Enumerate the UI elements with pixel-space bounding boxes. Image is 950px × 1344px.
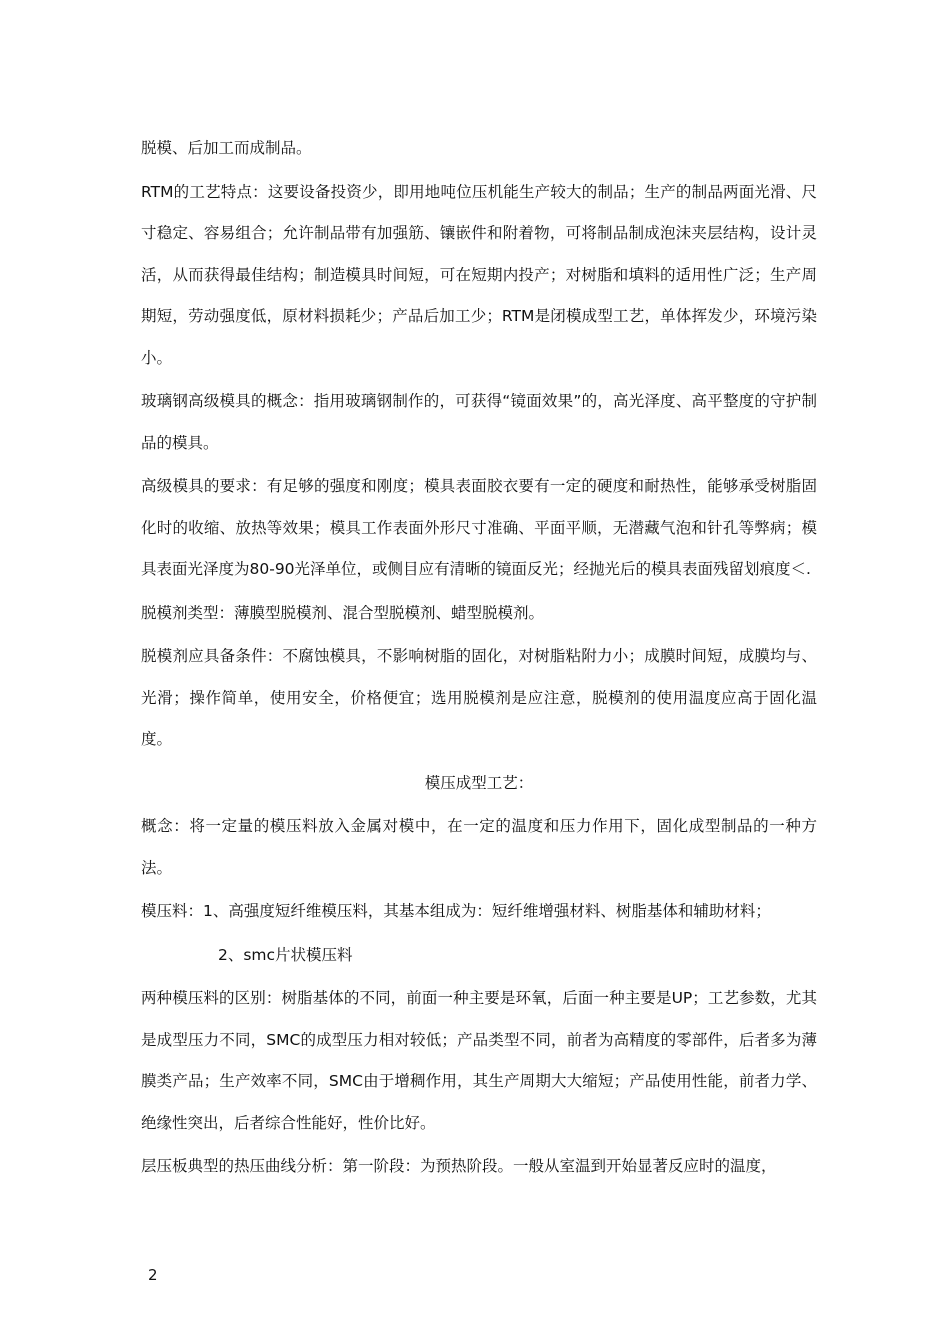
section-heading: 模压成型工艺： [424,773,534,792]
paragraph-mold-concept: 玻璃钢高级模具的概念：指用玻璃钢制作的，可获得“镜面效果”的，高光泽度、高平整度的守护制品的模具。 [141,392,817,452]
paragraph-compound-type-2: 2、smc片状模压料 [218,945,353,964]
paragraph-laminate-curve: 层压板典型的热压曲线分析：第一阶段：为预热阶段。一般从室温到开始显著反应时的温度， [141,1157,777,1175]
page-number: 2 [148,1266,158,1284]
body-text [141,128,817,1190]
paragraph-release-agent-types: 脱模剂类型：薄膜型脱模剂、混合型脱模剂、蜡型脱模剂。 [141,603,545,622]
paragraph-release-agent-conditions: 脱模剂应具备条件：不腐蚀模具，不影响树脂的固化，对树脂粘附力小；成膜时间短，成膜均与、光滑；操作简单，使用安全，价格便宜；选用脱模剂是应注意，脱模剂的使用温度应高于固化温度。 [141,647,817,748]
paragraph-demolding-fragment: 脱模、后加工而成制品。 [141,139,312,157]
paragraph-compound-type-1: 模压料：1、高强度短纤维模压料，其基本组成为：短纤维增强材料、树脂基体和辅助材料； [141,902,771,920]
paragraph-mold-requirements: 高级模具的要求：有足够的强度和刚度；模具表面胶衣要有一定的硬度和耐热性，能够承受树脂固化时的收缩、放热等效果；模具工作表面外形尺寸准确、平面平顺，无潜藏气泡和针孔等弊病；模具表面光泽度为80-90光泽单位，或侧目应有清晰的镜面反光；经抛光后的模具表面残留划痕度＜. [141,477,817,578]
paragraph-compound-differences: 两种模压料的区别：树脂基体的不同，前面一种主要是环氧，后面一种主要是UP；工艺参数，尤其是成型压力不同，SMC的成型压力相对较低；产品类型不同，前者为高精度的零部件，后者多为薄膜类产品；生产效率不同，SMC由于增稠作用，其生产周期大大缩短；产品使用性能，前者力学、绝缘性突出，后者综合性能好，性价比好。 [141,989,817,1132]
paragraph-compression-concept: 概念：将一定量的模压料放入金属对模中，在一定的温度和压力作用下，固化成型制品的一种方法。 [141,817,817,877]
paragraph-rtm-features: RTM的工艺特点：这要设备投资少，即用地吨位压机能生产较大的制品；生产的制品两面光滑、尺寸稳定、容易组合；允许制品带有加强筋、镶嵌件和附着物，可将制品制成泡沫夹层结构，设计灵活，从而获得最佳结构；制造模具时间短，可在短期内投产；对树脂和填料的适用性广泛；生产周期短，劳动强度低，原材料损耗少；产品后加工少；RTM是闭模成型工艺，单体挥发少，环境污染小。 [141,182,817,367]
